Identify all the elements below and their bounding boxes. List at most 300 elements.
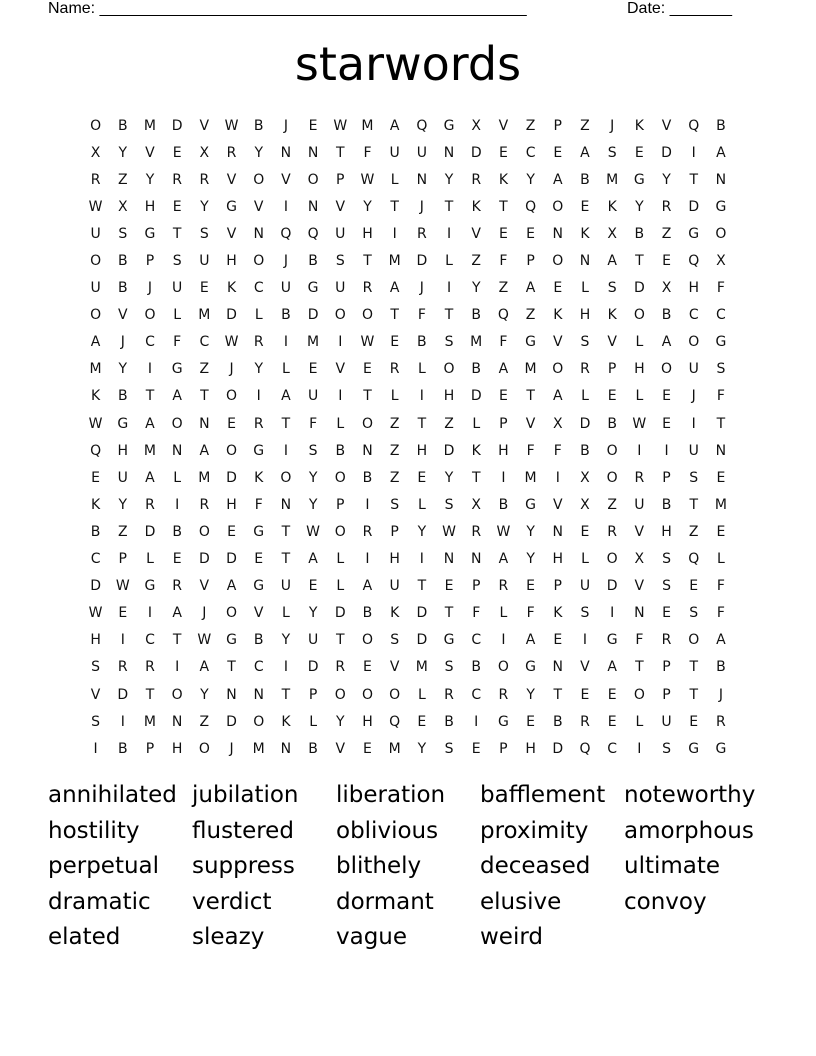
grid-letter: S xyxy=(580,334,590,351)
grid-letter: C xyxy=(716,307,726,324)
grid-letter: L xyxy=(282,605,290,622)
grid-letter: G xyxy=(497,713,509,730)
grid-letter: F xyxy=(716,280,725,297)
grid-letter: R xyxy=(580,713,590,730)
grid-letter: L xyxy=(581,388,589,405)
grid-letter: T xyxy=(336,144,345,161)
grid-letter: E xyxy=(689,713,699,730)
grid-row xyxy=(82,275,742,302)
grid-letter: P xyxy=(662,469,671,486)
word-list-item: sleazy xyxy=(192,924,265,951)
grid-letter: Z xyxy=(199,713,210,730)
grid-letter: B xyxy=(335,442,346,459)
grid-letter: R xyxy=(580,361,590,378)
grid-letter: P xyxy=(499,415,508,432)
grid-letter: Y xyxy=(417,740,427,757)
grid-row xyxy=(82,329,742,356)
grid-letter: Y xyxy=(118,144,128,161)
grid-letter: G xyxy=(688,740,700,757)
grid-letter: Y xyxy=(308,496,318,513)
grid-letter: R xyxy=(199,496,210,513)
grid-letter: B xyxy=(498,496,509,513)
grid-letter: N xyxy=(552,659,564,676)
grid-letter: V xyxy=(199,578,210,595)
grid-letter: Y xyxy=(526,171,535,188)
grid-letter: F xyxy=(526,442,535,459)
grid-letter: T xyxy=(363,388,372,405)
grid-letter: V xyxy=(117,307,128,324)
grid-letter: G xyxy=(525,496,537,513)
grid-letter: R xyxy=(253,334,264,351)
grid-letter: S xyxy=(716,361,726,378)
grid-letter: V xyxy=(498,117,509,134)
grid-letter: N xyxy=(470,551,482,568)
grid-letter: E xyxy=(716,523,726,540)
grid-letter: Y xyxy=(118,361,128,378)
grid-letter: E xyxy=(607,713,617,730)
grid-letter: N xyxy=(307,198,319,215)
grid-letter: E xyxy=(498,144,508,161)
grid-letter: C xyxy=(199,334,210,351)
grid-letter: J xyxy=(419,280,424,297)
grid-letter: T xyxy=(281,415,291,432)
grid-letter: Y xyxy=(254,144,263,161)
grid-letter: O xyxy=(361,686,373,703)
grid-letter: K xyxy=(390,605,400,622)
grid-row xyxy=(82,491,742,518)
grid-letter: W xyxy=(333,117,348,134)
grid-letter: E xyxy=(689,578,699,595)
grid-letter: E xyxy=(417,713,427,730)
grid-letter: K xyxy=(553,307,563,324)
grid-letter: F xyxy=(472,605,481,622)
grid-letter: O xyxy=(334,307,346,324)
grid-letter: M xyxy=(714,496,727,513)
grid-letter: H xyxy=(688,280,699,297)
grid-letter: A xyxy=(716,144,726,161)
grid-letter: Y xyxy=(526,686,535,703)
grid-letter: Y xyxy=(145,171,155,188)
grid-letter: L xyxy=(417,496,426,513)
grid-letter: O xyxy=(226,388,238,405)
grid-letter: J xyxy=(147,280,153,297)
grid-letter: Z xyxy=(389,469,400,486)
grid-letter: E xyxy=(553,632,563,649)
word-list-item: perpetual xyxy=(48,853,160,880)
grid-letter: T xyxy=(716,415,726,432)
grid-letter: O xyxy=(497,659,509,676)
grid-letter: F xyxy=(716,578,725,595)
grid-letter: G xyxy=(443,117,455,134)
grid-letter: J xyxy=(718,686,723,703)
grid-letter: Z xyxy=(498,280,509,297)
grid-letter: D xyxy=(552,740,564,757)
grid-letter: S xyxy=(390,496,400,513)
grid-letter: B xyxy=(308,740,318,757)
grid-letter: E xyxy=(471,740,481,757)
grid-letter: K xyxy=(471,198,481,215)
grid-letter: Z xyxy=(389,415,400,432)
grid-letter: K xyxy=(471,442,481,459)
grid-letter: N xyxy=(362,442,373,459)
grid-letter: K xyxy=(91,496,101,513)
grid-letter: B xyxy=(117,388,128,405)
grid-letter: Q xyxy=(416,117,428,134)
grid-letter: W xyxy=(360,171,375,188)
grid-letter: G xyxy=(633,171,645,188)
grid-letter: N xyxy=(280,144,292,161)
word-list-item: hostility xyxy=(48,817,140,844)
grid-letter: B xyxy=(117,280,128,297)
grid-letter: O xyxy=(633,307,645,324)
grid-letter: E xyxy=(91,469,101,486)
grid-letter: B xyxy=(117,117,128,134)
grid-letter: I xyxy=(474,713,479,730)
grid-letter: Z xyxy=(607,496,617,513)
grid-letter: S xyxy=(607,144,617,161)
word-list-item: ultimate xyxy=(624,853,721,880)
grid-letter: N xyxy=(579,253,591,270)
grid-letter: G xyxy=(715,198,727,215)
word-list-item: jubilation xyxy=(192,782,299,808)
grid-letter: D xyxy=(633,280,645,297)
grid-letter: C xyxy=(688,307,699,324)
grid-letter: C xyxy=(471,686,482,703)
grid-letter: K xyxy=(91,388,101,405)
grid-letter: R xyxy=(362,280,373,297)
grid-letter: S xyxy=(199,225,209,242)
grid-letter: N xyxy=(280,740,292,757)
grid-letter: A xyxy=(362,578,373,595)
grid-letter: G xyxy=(144,225,156,242)
grid-letter: B xyxy=(471,361,482,378)
grid-letter: O xyxy=(253,171,265,188)
grid-letter: Y xyxy=(444,469,454,486)
grid-letter: B xyxy=(90,523,101,540)
grid-letter: A xyxy=(552,388,563,405)
grid-letter: K xyxy=(281,713,291,730)
grid-letter: O xyxy=(253,713,265,730)
grid-letter: E xyxy=(308,361,318,378)
grid-letter: O xyxy=(171,415,183,432)
grid-letter: U xyxy=(389,144,400,161)
grid-letter: A xyxy=(199,659,210,676)
grid-letter: Y xyxy=(254,361,263,378)
grid-letter: A xyxy=(90,334,101,351)
grid-letter: X xyxy=(661,280,672,297)
grid-letter: E xyxy=(634,144,644,161)
grid-row xyxy=(82,166,742,193)
grid-letter: B xyxy=(253,117,264,134)
grid-letter: O xyxy=(253,253,265,270)
grid-letter: I xyxy=(610,605,615,622)
grid-letter: B xyxy=(362,605,373,622)
grid-letter: P xyxy=(662,686,671,703)
grid-letter: R xyxy=(199,171,210,188)
grid-letter: T xyxy=(227,659,236,676)
grid-letter: T xyxy=(172,632,182,649)
grid-letter: Y xyxy=(336,713,345,730)
grid-letter: H xyxy=(634,361,645,378)
grid-letter: A xyxy=(389,280,400,297)
grid-letter: D xyxy=(688,198,700,215)
grid-letter: I xyxy=(175,659,180,676)
grid-letter: T xyxy=(689,171,698,188)
grid-letter: A xyxy=(226,578,237,595)
grid-letter: L xyxy=(445,253,453,270)
grid-letter: S xyxy=(91,713,101,730)
grid-letter: C xyxy=(145,632,155,649)
word-list-item: elusive xyxy=(480,888,562,915)
word-list xyxy=(48,778,768,956)
grid-letter: T xyxy=(281,686,291,703)
grid-letter: S xyxy=(444,740,454,757)
grid-letter: U xyxy=(307,632,319,649)
grid-letter: A xyxy=(145,415,155,432)
grid-letter: G xyxy=(117,415,129,432)
word-list-item: deceased xyxy=(480,853,591,880)
grid-letter: L xyxy=(336,578,345,595)
grid-letter: T xyxy=(526,388,535,405)
grid-letter: U xyxy=(90,280,101,297)
grid-letter: H xyxy=(117,442,129,459)
grid-letter: V xyxy=(145,144,155,161)
grid-letter: J xyxy=(283,253,288,270)
grid-letter: C xyxy=(90,551,101,568)
grid-letter: S xyxy=(91,659,101,676)
grid-letter: D xyxy=(117,686,129,703)
word-list-item: verdict xyxy=(192,888,272,915)
grid-letter: V xyxy=(552,334,563,351)
grid-letter: I xyxy=(120,632,125,649)
grid-row xyxy=(82,410,742,437)
grid-letter: L xyxy=(390,171,399,188)
grid-letter: I xyxy=(256,388,261,405)
grid-letter: E xyxy=(308,578,318,595)
grid-letter: A xyxy=(199,442,210,459)
grid-letter: H xyxy=(552,551,564,568)
grid-letter: S xyxy=(580,605,590,622)
grid-letter: T xyxy=(363,253,372,270)
grid-letter: N xyxy=(552,225,564,242)
grid-letter: Z xyxy=(444,415,454,432)
word-list-item: vague xyxy=(336,924,408,951)
grid-letter: B xyxy=(417,334,427,351)
grid-letter: D xyxy=(307,307,319,324)
grid-letter: B xyxy=(471,307,482,324)
grid-letter: F xyxy=(499,334,508,351)
grid-letter: G xyxy=(715,334,727,351)
grid-letter: G xyxy=(253,523,265,540)
grid-letter: N xyxy=(253,686,264,703)
grid-letter: W xyxy=(115,578,130,595)
grid-row xyxy=(82,193,742,220)
grid-letter: V xyxy=(634,578,645,595)
grid-letter: Z xyxy=(661,225,672,242)
grid-letter: B xyxy=(253,632,264,649)
grid-letter: B xyxy=(661,496,672,513)
grid-letter: T xyxy=(390,307,399,324)
word-list-item: annihilated xyxy=(48,782,177,808)
grid-letter: C xyxy=(607,740,618,757)
grid-row xyxy=(82,302,742,329)
grid-letter: E xyxy=(553,280,563,297)
grid-letter: V xyxy=(226,171,237,188)
grid-letter: Y xyxy=(417,523,427,540)
grid-letter: U xyxy=(335,225,346,242)
grid-letter: Q xyxy=(307,225,319,242)
grid-letter: H xyxy=(226,496,237,513)
grid-letter: A xyxy=(661,334,672,351)
grid-letter: N xyxy=(416,171,428,188)
grid-letter: U xyxy=(280,280,292,297)
grid-letter: F xyxy=(254,496,263,513)
word-list-item: flustered xyxy=(192,817,294,844)
grid-letter: H xyxy=(525,740,536,757)
grid-letter: S xyxy=(662,740,671,757)
grid-letter: V xyxy=(226,225,237,242)
grid-letter: E xyxy=(417,469,427,486)
grid-letter: E xyxy=(498,388,508,405)
grid-letter: H xyxy=(171,740,183,757)
grid-letter: H xyxy=(416,442,428,459)
grid-letter: Z xyxy=(688,523,699,540)
grid-letter: T xyxy=(444,198,454,215)
grid-letter: Y xyxy=(200,198,209,215)
grid-letter: Q xyxy=(688,253,700,270)
grid-letter: B xyxy=(580,171,590,188)
grid-letter: X xyxy=(580,469,590,486)
grid-letter: L xyxy=(254,307,263,324)
word-list-item: oblivious xyxy=(336,817,439,844)
grid-letter: I xyxy=(637,442,642,459)
grid-letter: D xyxy=(226,469,237,486)
grid-letter: M xyxy=(388,740,401,757)
grid-letter: I xyxy=(664,442,669,459)
grid-letter: V xyxy=(335,361,346,378)
grid-letter: B xyxy=(471,659,482,676)
grid-letter: I xyxy=(338,388,343,405)
grid-letter: P xyxy=(145,740,155,757)
grid-letter: N xyxy=(715,171,727,188)
grid-letter: F xyxy=(526,605,535,622)
grid-letter: G xyxy=(688,225,700,242)
page-title: starwords xyxy=(294,37,522,91)
grid-letter: Y xyxy=(526,551,535,568)
grid-letter: R xyxy=(661,632,672,649)
grid-letter: F xyxy=(417,307,426,324)
grid-letter: I xyxy=(582,632,588,649)
grid-letter: R xyxy=(607,523,618,540)
grid-letter: R xyxy=(145,659,155,676)
grid-letter: U xyxy=(307,388,319,405)
grid-letter: T xyxy=(689,686,698,703)
grid-letter: Q xyxy=(688,117,700,134)
grid-letter: S xyxy=(308,442,318,459)
grid-letter: E xyxy=(444,578,454,595)
grid-row xyxy=(82,139,742,166)
grid-letter: A xyxy=(525,632,536,649)
grid-letter: D xyxy=(198,551,210,568)
grid-row xyxy=(82,681,742,708)
grid-letter: D xyxy=(416,632,428,649)
grid-letter: E xyxy=(526,225,536,242)
grid-letter: H xyxy=(362,225,373,242)
grid-letter: G xyxy=(226,198,237,215)
grid-letter: O xyxy=(280,469,292,486)
grid-letter: Y xyxy=(308,605,318,622)
grid-letter: Y xyxy=(308,469,318,486)
grid-letter: E xyxy=(227,523,236,540)
grid-letter: O xyxy=(389,686,401,703)
grid-letter: U xyxy=(389,578,400,595)
grid-letter: H xyxy=(498,442,509,459)
grid-letter: E xyxy=(607,686,617,703)
grid-letter: D xyxy=(661,144,672,161)
grid-letter: L xyxy=(499,605,508,622)
grid-letter: B xyxy=(117,740,128,757)
grid-letter: I xyxy=(691,144,696,161)
grid-letter: H xyxy=(90,632,101,649)
grid-letter: D xyxy=(470,144,482,161)
grid-letter: A xyxy=(389,117,400,134)
grid-letter: D xyxy=(307,659,319,676)
grid-row xyxy=(82,654,742,681)
grid-letter: G xyxy=(525,334,537,351)
grid-letter: Q xyxy=(90,442,102,459)
grid-letter: L xyxy=(581,280,589,297)
grid-letter: M xyxy=(252,740,265,757)
grid-letter: G xyxy=(606,632,618,649)
grid-letter: I xyxy=(147,361,153,378)
grid-letter: N xyxy=(280,496,292,513)
grid-letter: S xyxy=(444,334,454,351)
grid-letter: G xyxy=(715,740,727,757)
grid-letter: Z xyxy=(389,442,400,459)
grid-letter: R xyxy=(498,578,509,595)
grid-letter: Z xyxy=(117,171,128,188)
word-list-item: liberation xyxy=(336,782,446,808)
grid-letter: L xyxy=(635,388,644,405)
grid-letter: P xyxy=(336,171,345,188)
grid-letter: D xyxy=(606,578,618,595)
grid-letter: C xyxy=(471,632,482,649)
grid-letter: D xyxy=(470,388,482,405)
grid-letter: V xyxy=(281,171,291,188)
grid-letter: V xyxy=(552,496,563,513)
grid-letter: E xyxy=(308,117,318,134)
word-list-item: elated xyxy=(48,924,121,951)
grid-letter: I xyxy=(446,280,452,297)
grid-letter: I xyxy=(419,551,424,568)
grid-letter: R xyxy=(716,713,726,730)
grid-letter: E xyxy=(390,334,400,351)
grid-row xyxy=(82,708,742,735)
grid-letter: T xyxy=(635,253,644,270)
grid-letter: O xyxy=(552,198,564,215)
grid-letter: L xyxy=(417,361,426,378)
grid-letter: D xyxy=(171,117,183,134)
grid-letter: O xyxy=(90,307,102,324)
word-list-item: noteworthy xyxy=(624,782,756,808)
grid-letter: B xyxy=(580,442,590,459)
grid-letter: X xyxy=(471,496,482,513)
grid-letter: E xyxy=(716,469,726,486)
header xyxy=(48,0,768,20)
grid-letter: B xyxy=(117,253,128,270)
grid-letter: A xyxy=(172,388,182,405)
grid-letter: E xyxy=(199,280,209,297)
